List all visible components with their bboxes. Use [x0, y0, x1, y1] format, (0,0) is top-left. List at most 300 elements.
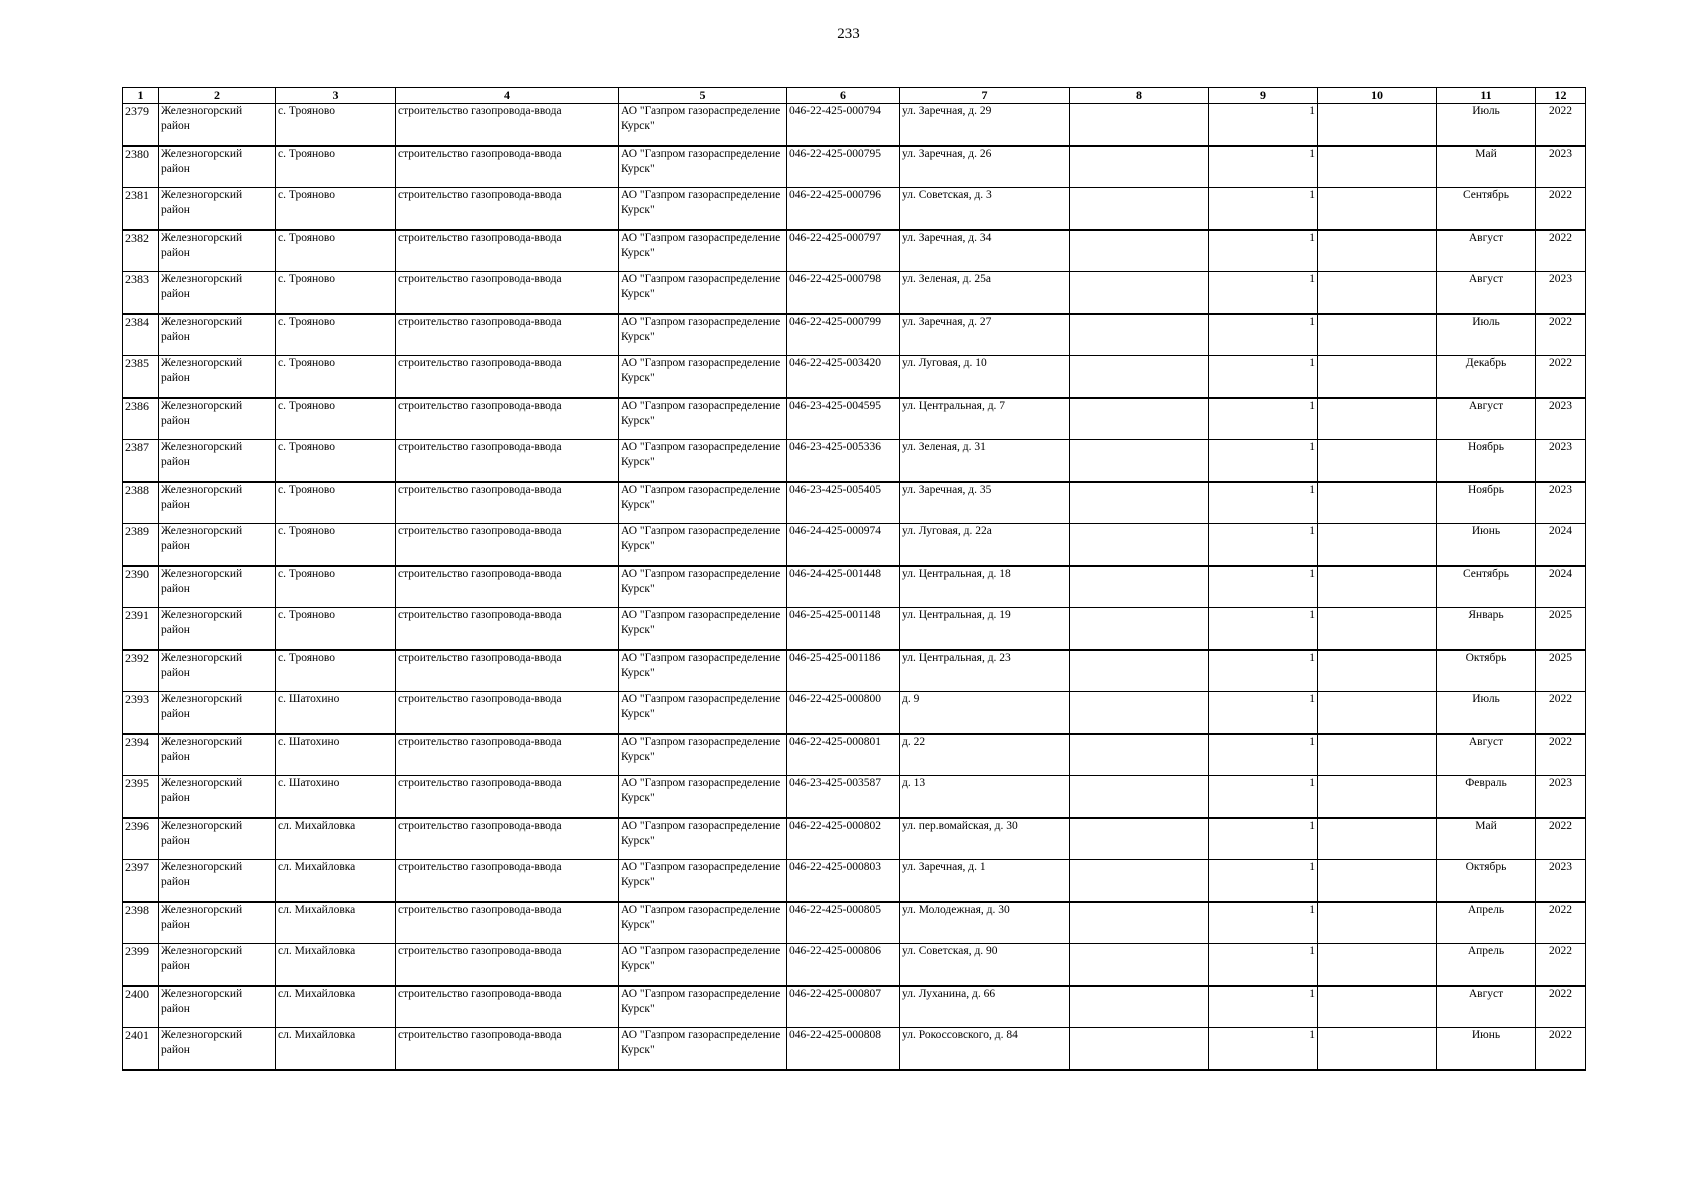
month-cell: Ноябрь	[1437, 482, 1536, 524]
row-number-cell: 2386	[123, 398, 159, 440]
district-cell: Железногорский район	[159, 1028, 276, 1070]
column-8-cell	[1070, 776, 1209, 818]
locality-cell: с. Шатохино	[276, 692, 396, 734]
page-number: 233	[837, 26, 860, 42]
count-cell: 1	[1209, 944, 1318, 986]
address-cell: ул. пер.вомайская, д. 30	[900, 818, 1070, 860]
work-type-cell: строительство газопровода-ввода	[396, 440, 619, 482]
work-type-cell: строительство газопровода-ввода	[396, 356, 619, 398]
table-row	[123, 692, 1586, 734]
month-cell: Май	[1437, 146, 1536, 188]
address-cell: ул. Зеленая, д. 31	[900, 440, 1070, 482]
col-header-5: 5	[619, 88, 787, 104]
object-code-cell: 046-22-425-000794	[787, 104, 900, 146]
column-8-cell	[1070, 272, 1209, 314]
month-cell: Август	[1437, 398, 1536, 440]
row-number-cell: 2390	[123, 566, 159, 608]
work-type-cell: строительство газопровода-ввода	[396, 650, 619, 692]
count-cell: 1	[1209, 188, 1318, 230]
work-type-cell: строительство газопровода-ввода	[396, 272, 619, 314]
table-row	[123, 776, 1586, 818]
column-10-cell	[1318, 860, 1437, 902]
organization-cell: АО "Газпром газораспределение Курск"	[619, 860, 787, 902]
table-row	[123, 860, 1586, 902]
table-row	[123, 1028, 1586, 1070]
locality-cell: сл. Михайловка	[276, 944, 396, 986]
table-row	[123, 986, 1586, 1028]
column-10-cell	[1318, 692, 1437, 734]
organization-cell: АО "Газпром газораспределение Курск"	[619, 230, 787, 272]
column-8-cell	[1070, 1028, 1209, 1070]
year-cell: 2022	[1536, 692, 1586, 734]
count-cell: 1	[1209, 482, 1318, 524]
district-cell: Железногорский район	[159, 188, 276, 230]
district-cell: Железногорский район	[159, 440, 276, 482]
column-8-cell	[1070, 608, 1209, 650]
address-cell: ул. Зеленая, д. 25а	[900, 272, 1070, 314]
col-header-1: 1	[123, 88, 159, 104]
locality-cell: сл. Михайловка	[276, 818, 396, 860]
district-cell: Железногорский район	[159, 692, 276, 734]
address-cell: ул. Заречная, д. 34	[900, 230, 1070, 272]
object-code-cell: 046-23-425-004595	[787, 398, 900, 440]
work-type-cell: строительство газопровода-ввода	[396, 860, 619, 902]
organization-cell: АО "Газпром газораспределение Курск"	[619, 398, 787, 440]
district-cell: Железногорский район	[159, 608, 276, 650]
column-8-cell	[1070, 986, 1209, 1028]
year-cell: 2024	[1536, 566, 1586, 608]
column-10-cell	[1318, 1028, 1437, 1070]
district-cell: Железногорский район	[159, 860, 276, 902]
month-cell: Декабрь	[1437, 356, 1536, 398]
district-cell: Железногорский район	[159, 104, 276, 146]
district-cell: Железногорский район	[159, 986, 276, 1028]
column-8-cell	[1070, 650, 1209, 692]
row-number-cell: 2380	[123, 146, 159, 188]
month-cell: Ноябрь	[1437, 440, 1536, 482]
column-10-cell	[1318, 314, 1437, 356]
row-number-cell: 2399	[123, 944, 159, 986]
month-cell: Июнь	[1437, 1028, 1536, 1070]
month-cell: Октябрь	[1437, 860, 1536, 902]
column-10-cell	[1318, 356, 1437, 398]
organization-cell: АО "Газпром газораспределение Курск"	[619, 188, 787, 230]
row-number-cell: 2389	[123, 524, 159, 566]
row-number-cell: 2379	[123, 104, 159, 146]
address-cell: ул. Заречная, д. 26	[900, 146, 1070, 188]
locality-cell: с. Трояново	[276, 146, 396, 188]
header-row	[123, 88, 1586, 104]
work-type-cell: строительство газопровода-ввода	[396, 104, 619, 146]
column-10-cell	[1318, 902, 1437, 944]
locality-cell: с. Шатохино	[276, 776, 396, 818]
work-type-cell: строительство газопровода-ввода	[396, 566, 619, 608]
address-cell: ул. Луговая, д. 22а	[900, 524, 1070, 566]
col-header-10: 10	[1318, 88, 1437, 104]
object-code-cell: 046-22-425-000802	[787, 818, 900, 860]
row-number-cell: 2388	[123, 482, 159, 524]
column-8-cell	[1070, 524, 1209, 566]
address-cell: ул. Центральная, д. 19	[900, 608, 1070, 650]
row-number-cell: 2395	[123, 776, 159, 818]
locality-cell: сл. Михайловка	[276, 1028, 396, 1070]
row-number-cell: 2396	[123, 818, 159, 860]
month-cell: Февраль	[1437, 776, 1536, 818]
work-type-cell: строительство газопровода-ввода	[396, 482, 619, 524]
year-cell: 2022	[1536, 314, 1586, 356]
column-8-cell	[1070, 314, 1209, 356]
table-row	[123, 146, 1586, 188]
column-10-cell	[1318, 524, 1437, 566]
organization-cell: АО "Газпром газораспределение Курск"	[619, 608, 787, 650]
object-code-cell: 046-22-425-000797	[787, 230, 900, 272]
district-cell: Железногорский район	[159, 230, 276, 272]
organization-cell: АО "Газпром газораспределение Курск"	[619, 902, 787, 944]
month-cell: Январь	[1437, 608, 1536, 650]
table-row	[123, 734, 1586, 776]
column-8-cell	[1070, 356, 1209, 398]
month-cell: Май	[1437, 818, 1536, 860]
year-cell: 2022	[1536, 818, 1586, 860]
count-cell: 1	[1209, 146, 1318, 188]
work-type-cell: строительство газопровода-ввода	[396, 986, 619, 1028]
organization-cell: АО "Газпром газораспределение Курск"	[619, 440, 787, 482]
work-type-cell: строительство газопровода-ввода	[396, 398, 619, 440]
row-number-cell: 2397	[123, 860, 159, 902]
column-10-cell	[1318, 272, 1437, 314]
column-10-cell	[1318, 734, 1437, 776]
organization-cell: АО "Газпром газораспределение Курск"	[619, 818, 787, 860]
table-row	[123, 440, 1586, 482]
organization-cell: АО "Газпром газораспределение Курск"	[619, 314, 787, 356]
row-number-cell: 2391	[123, 608, 159, 650]
count-cell: 1	[1209, 818, 1318, 860]
address-cell: ул. Центральная, д. 23	[900, 650, 1070, 692]
organization-cell: АО "Газпром газораспределение Курск"	[619, 986, 787, 1028]
table-body	[123, 104, 1586, 1070]
column-10-cell	[1318, 944, 1437, 986]
locality-cell: с. Трояново	[276, 524, 396, 566]
district-cell: Железногорский район	[159, 314, 276, 356]
district-cell: Железногорский район	[159, 398, 276, 440]
address-cell: ул. Центральная, д. 7	[900, 398, 1070, 440]
object-code-cell: 046-23-425-003587	[787, 776, 900, 818]
col-header-8: 8	[1070, 88, 1209, 104]
gas-pipeline-table	[122, 87, 1586, 1071]
locality-cell: с. Трояново	[276, 230, 396, 272]
row-number-cell: 2393	[123, 692, 159, 734]
object-code-cell: 046-22-425-000805	[787, 902, 900, 944]
column-10-cell	[1318, 986, 1437, 1028]
row-number-cell: 2394	[123, 734, 159, 776]
row-number-cell: 2382	[123, 230, 159, 272]
object-code-cell: 046-22-425-000799	[787, 314, 900, 356]
month-cell: Июль	[1437, 104, 1536, 146]
address-cell: ул. Молодежная, д. 30	[900, 902, 1070, 944]
year-cell: 2023	[1536, 440, 1586, 482]
address-cell: ул. Заречная, д. 27	[900, 314, 1070, 356]
table-row	[123, 650, 1586, 692]
column-10-cell	[1318, 146, 1437, 188]
column-8-cell	[1070, 566, 1209, 608]
year-cell: 2024	[1536, 524, 1586, 566]
organization-cell: АО "Газпром газораспределение Курск"	[619, 692, 787, 734]
column-8-cell	[1070, 944, 1209, 986]
year-cell: 2025	[1536, 608, 1586, 650]
month-cell: Апрель	[1437, 944, 1536, 986]
district-cell: Железногорский район	[159, 776, 276, 818]
col-header-9: 9	[1209, 88, 1318, 104]
object-code-cell: 046-22-425-000801	[787, 734, 900, 776]
year-cell: 2025	[1536, 650, 1586, 692]
count-cell: 1	[1209, 104, 1318, 146]
year-cell: 2023	[1536, 860, 1586, 902]
organization-cell: АО "Газпром газораспределение Курск"	[619, 524, 787, 566]
count-cell: 1	[1209, 860, 1318, 902]
table-row	[123, 104, 1586, 146]
object-code-cell: 046-23-425-005405	[787, 482, 900, 524]
district-cell: Железногорский район	[159, 566, 276, 608]
work-type-cell: строительство газопровода-ввода	[396, 734, 619, 776]
column-8-cell	[1070, 398, 1209, 440]
locality-cell: с. Шатохино	[276, 734, 396, 776]
count-cell: 1	[1209, 272, 1318, 314]
year-cell: 2022	[1536, 986, 1586, 1028]
column-8-cell	[1070, 860, 1209, 902]
address-cell: ул. Советская, д. 3	[900, 188, 1070, 230]
address-cell: ул. Центральная, д. 18	[900, 566, 1070, 608]
row-number-cell: 2401	[123, 1028, 159, 1070]
address-cell: ул. Заречная, д. 29	[900, 104, 1070, 146]
object-code-cell: 046-23-425-005336	[787, 440, 900, 482]
object-code-cell: 046-22-425-003420	[787, 356, 900, 398]
locality-cell: сл. Михайловка	[276, 986, 396, 1028]
organization-cell: АО "Газпром газораспределение Курск"	[619, 146, 787, 188]
table-row	[123, 524, 1586, 566]
year-cell: 2022	[1536, 902, 1586, 944]
table-row	[123, 356, 1586, 398]
table-row	[123, 314, 1586, 356]
column-10-cell	[1318, 650, 1437, 692]
column-10-cell	[1318, 440, 1437, 482]
work-type-cell: строительство газопровода-ввода	[396, 188, 619, 230]
address-cell: ул. Заречная, д. 1	[900, 860, 1070, 902]
district-cell: Железногорский район	[159, 818, 276, 860]
month-cell: Июнь	[1437, 524, 1536, 566]
district-cell: Железногорский район	[159, 356, 276, 398]
object-code-cell: 046-22-425-000803	[787, 860, 900, 902]
year-cell: 2023	[1536, 398, 1586, 440]
district-cell: Железногорский район	[159, 650, 276, 692]
month-cell: Апрель	[1437, 902, 1536, 944]
work-type-cell: строительство газопровода-ввода	[396, 776, 619, 818]
object-code-cell: 046-22-425-000796	[787, 188, 900, 230]
locality-cell: с. Трояново	[276, 440, 396, 482]
work-type-cell: строительство газопровода-ввода	[396, 692, 619, 734]
table-row	[123, 272, 1586, 314]
address-cell: д. 9	[900, 692, 1070, 734]
organization-cell: АО "Газпром газораспределение Курск"	[619, 482, 787, 524]
year-cell: 2022	[1536, 944, 1586, 986]
locality-cell: сл. Михайловка	[276, 902, 396, 944]
count-cell: 1	[1209, 230, 1318, 272]
count-cell: 1	[1209, 608, 1318, 650]
object-code-cell: 046-22-425-000800	[787, 692, 900, 734]
row-number-cell: 2398	[123, 902, 159, 944]
district-cell: Железногорский район	[159, 272, 276, 314]
object-code-cell: 046-22-425-000807	[787, 986, 900, 1028]
year-cell: 2022	[1536, 104, 1586, 146]
column-8-cell	[1070, 146, 1209, 188]
count-cell: 1	[1209, 650, 1318, 692]
address-cell: ул. Луханина, д. 66	[900, 986, 1070, 1028]
work-type-cell: строительство газопровода-ввода	[396, 608, 619, 650]
column-8-cell	[1070, 104, 1209, 146]
count-cell: 1	[1209, 314, 1318, 356]
locality-cell: с. Трояново	[276, 482, 396, 524]
work-type-cell: строительство газопровода-ввода	[396, 146, 619, 188]
work-type-cell: строительство газопровода-ввода	[396, 902, 619, 944]
column-10-cell	[1318, 776, 1437, 818]
table-row	[123, 230, 1586, 272]
year-cell: 2022	[1536, 734, 1586, 776]
work-type-cell: строительство газопровода-ввода	[396, 524, 619, 566]
col-header-6: 6	[787, 88, 900, 104]
month-cell: Сентябрь	[1437, 566, 1536, 608]
count-cell: 1	[1209, 524, 1318, 566]
object-code-cell: 046-22-425-000806	[787, 944, 900, 986]
locality-cell: с. Трояново	[276, 356, 396, 398]
column-8-cell	[1070, 818, 1209, 860]
address-cell: ул. Заречная, д. 35	[900, 482, 1070, 524]
work-type-cell: строительство газопровода-ввода	[396, 818, 619, 860]
address-cell: д. 13	[900, 776, 1070, 818]
table-row	[123, 608, 1586, 650]
column-10-cell	[1318, 398, 1437, 440]
row-number-cell: 2381	[123, 188, 159, 230]
district-cell: Железногорский район	[159, 902, 276, 944]
year-cell: 2022	[1536, 1028, 1586, 1070]
object-code-cell: 046-22-425-000795	[787, 146, 900, 188]
table-row	[123, 566, 1586, 608]
count-cell: 1	[1209, 566, 1318, 608]
table-row	[123, 818, 1586, 860]
row-number-cell: 2384	[123, 314, 159, 356]
locality-cell: с. Трояново	[276, 104, 396, 146]
district-cell: Железногорский район	[159, 734, 276, 776]
col-header-7: 7	[900, 88, 1070, 104]
locality-cell: с. Трояново	[276, 398, 396, 440]
count-cell: 1	[1209, 734, 1318, 776]
col-header-2: 2	[159, 88, 276, 104]
month-cell: Сентябрь	[1437, 188, 1536, 230]
organization-cell: АО "Газпром газораспределение Курск"	[619, 272, 787, 314]
row-number-cell: 2387	[123, 440, 159, 482]
organization-cell: АО "Газпром газораспределение Курск"	[619, 1028, 787, 1070]
work-type-cell: строительство газопровода-ввода	[396, 1028, 619, 1070]
column-8-cell	[1070, 482, 1209, 524]
table-row	[123, 902, 1586, 944]
locality-cell: с. Трояново	[276, 650, 396, 692]
locality-cell: с. Трояново	[276, 608, 396, 650]
count-cell: 1	[1209, 692, 1318, 734]
year-cell: 2023	[1536, 482, 1586, 524]
month-cell: Август	[1437, 734, 1536, 776]
column-8-cell	[1070, 230, 1209, 272]
address-cell: д. 22	[900, 734, 1070, 776]
count-cell: 1	[1209, 440, 1318, 482]
address-cell: ул. Рокоссовского, д. 84	[900, 1028, 1070, 1070]
organization-cell: АО "Газпром газораспределение Курск"	[619, 776, 787, 818]
district-cell: Железногорский район	[159, 146, 276, 188]
object-code-cell: 046-25-425-001148	[787, 608, 900, 650]
month-cell: Июль	[1437, 314, 1536, 356]
count-cell: 1	[1209, 1028, 1318, 1070]
work-type-cell: строительство газопровода-ввода	[396, 230, 619, 272]
row-number-cell: 2385	[123, 356, 159, 398]
column-8-cell	[1070, 188, 1209, 230]
year-cell: 2022	[1536, 188, 1586, 230]
month-cell: Август	[1437, 986, 1536, 1028]
table-row	[123, 944, 1586, 986]
count-cell: 1	[1209, 398, 1318, 440]
object-code-cell: 046-22-425-000798	[787, 272, 900, 314]
table-row	[123, 188, 1586, 230]
col-header-11: 11	[1437, 88, 1536, 104]
locality-cell: с. Трояново	[276, 188, 396, 230]
column-8-cell	[1070, 734, 1209, 776]
address-cell: ул. Советская, д. 90	[900, 944, 1070, 986]
locality-cell: с. Трояново	[276, 314, 396, 356]
table-row	[123, 482, 1586, 524]
col-header-3: 3	[276, 88, 396, 104]
month-cell: Август	[1437, 272, 1536, 314]
column-10-cell	[1318, 482, 1437, 524]
count-cell: 1	[1209, 902, 1318, 944]
year-cell: 2023	[1536, 272, 1586, 314]
row-number-cell: 2392	[123, 650, 159, 692]
organization-cell: АО "Газпром газораспределение Курск"	[619, 104, 787, 146]
work-type-cell: строительство газопровода-ввода	[396, 944, 619, 986]
organization-cell: АО "Газпром газораспределение Курск"	[619, 734, 787, 776]
locality-cell: с. Трояново	[276, 566, 396, 608]
year-cell: 2023	[1536, 146, 1586, 188]
column-10-cell	[1318, 188, 1437, 230]
count-cell: 1	[1209, 986, 1318, 1028]
column-10-cell	[1318, 818, 1437, 860]
locality-cell: сл. Михайловка	[276, 860, 396, 902]
object-code-cell: 046-24-425-000974	[787, 524, 900, 566]
address-cell: ул. Луговая, д. 10	[900, 356, 1070, 398]
organization-cell: АО "Газпром газораспределение Курск"	[619, 944, 787, 986]
organization-cell: АО "Газпром газораспределение Курск"	[619, 356, 787, 398]
year-cell: 2023	[1536, 776, 1586, 818]
month-cell: Август	[1437, 230, 1536, 272]
count-cell: 1	[1209, 776, 1318, 818]
work-type-cell: строительство газопровода-ввода	[396, 314, 619, 356]
table-row	[123, 398, 1586, 440]
year-cell: 2022	[1536, 356, 1586, 398]
column-8-cell	[1070, 692, 1209, 734]
object-code-cell: 046-22-425-000808	[787, 1028, 900, 1070]
column-10-cell	[1318, 230, 1437, 272]
object-code-cell: 046-25-425-001186	[787, 650, 900, 692]
column-10-cell	[1318, 608, 1437, 650]
district-cell: Железногорский район	[159, 524, 276, 566]
col-header-4: 4	[396, 88, 619, 104]
district-cell: Железногорский район	[159, 482, 276, 524]
column-10-cell	[1318, 104, 1437, 146]
